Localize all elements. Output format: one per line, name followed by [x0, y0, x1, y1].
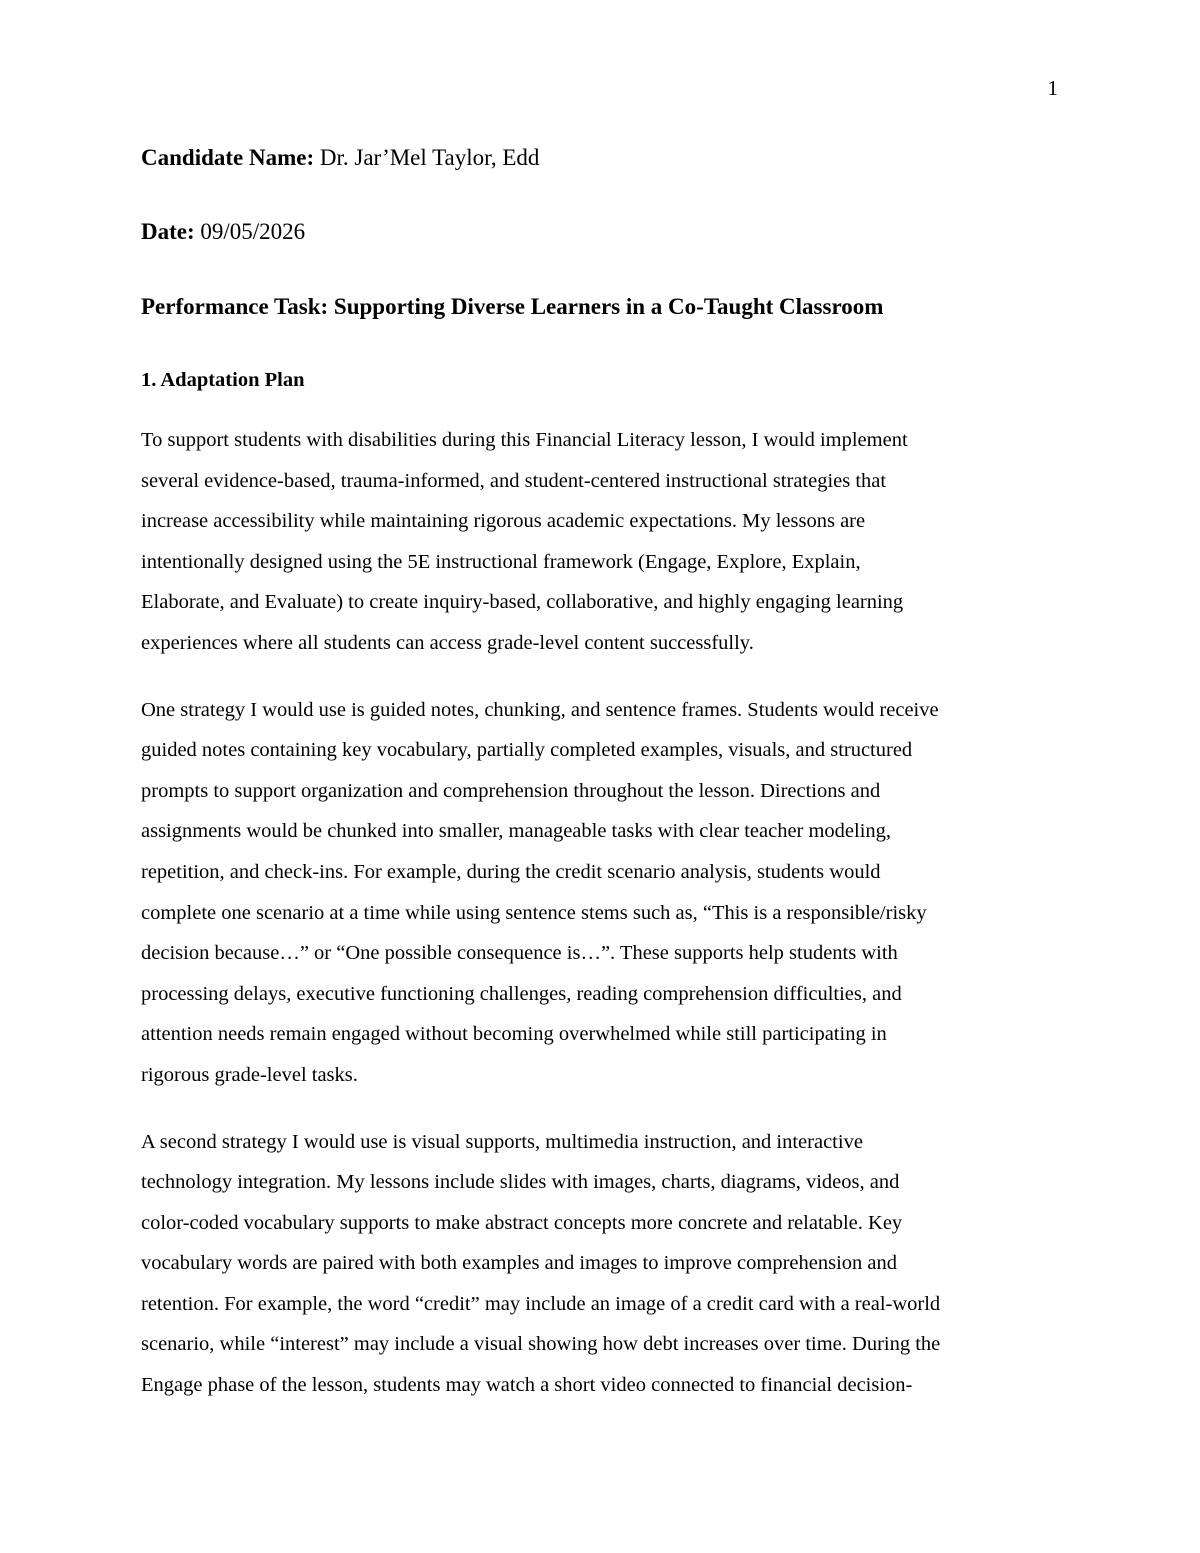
- paragraph-line: scenario, while “interest” may include a visual showing how debt increases over time. During the: [141, 1333, 941, 1356]
- paragraph-line: several evidence-based, trauma-informed, and student-centered instructional strategies that: [141, 469, 887, 492]
- candidate-name-value: Dr. Jar’Mel Taylor, Edd: [314, 145, 540, 170]
- paragraph-line: decision because…” or “One possible consequence is…”. These supports help students with: [141, 942, 898, 965]
- date-line: [141, 216, 1066, 248]
- paragraph-line: To support students with disabilities during this Financial Literacy lesson, I would implement: [141, 429, 908, 451]
- section-heading-adaptation-plan: 1. Adaptation Plan: [141, 369, 305, 391]
- page-number: 1: [1047, 76, 1058, 100]
- paragraph-line: experiences where all students can access grade-level content successfully.: [141, 631, 754, 654]
- paragraph-line: A second strategy I would use is visual supports, multimedia instruction, and interactive: [141, 1130, 863, 1153]
- paragraph-strategy-one: [141, 690, 1066, 1096]
- paragraph-line: increase accessibility while maintaining rigorous academic expectations. My lessons are: [141, 510, 866, 533]
- paragraph-line: intentionally designed using the 5E instructional framework (Engage, Explore, Explain,: [141, 550, 861, 573]
- candidate-name-label: Candidate Name:: [141, 145, 315, 170]
- paragraph-line: technology integration. My lessons include slides with images, charts, diagrams, videos, and: [141, 1171, 900, 1194]
- candidate-name-line: [141, 142, 1066, 174]
- date-label: Date:: [141, 219, 195, 244]
- paragraph-line: color-coded vocabulary supports to make abstract concepts more concrete and relatable. Key: [141, 1211, 903, 1234]
- paragraph-line: rigorous grade-level tasks.: [141, 1063, 358, 1086]
- paragraph-line: Elaborate, and Evaluate) to create inquiry-based, collaborative, and highly engaging learning: [141, 591, 904, 614]
- paragraph-line: One strategy I would use is guided notes, chunking, and sentence frames. Students would receive: [141, 698, 939, 721]
- paragraph-line: complete one scenario at a time while using sentence stems such as, “This is a responsible/risky: [141, 901, 927, 924]
- paragraph-line: guided notes containing key vocabulary, partially completed examples, visuals, and structured: [141, 739, 913, 762]
- paragraph-line: attention needs remain engaged without becoming overwhelmed while still participating in: [141, 1023, 887, 1046]
- paragraph-line: processing delays, executive functioning challenges, reading comprehension difficulties, and: [141, 982, 902, 1005]
- paragraph-line: retention. For example, the word “credit” may include an image of a credit card with a real-world: [141, 1292, 941, 1315]
- date-value: 09/05/2026: [194, 219, 306, 244]
- paragraph-line: assignments would be chunked into smaller, manageable tasks with clear teacher modeling,: [141, 820, 892, 843]
- paragraph-line: vocabulary words are paired with both examples and images to improve comprehension and: [141, 1252, 897, 1275]
- paragraph-line: prompts to support organization and comprehension throughout the lesson. Directions and: [141, 779, 881, 802]
- document-body: [141, 142, 1066, 1406]
- paragraph-intro: [141, 420, 1066, 664]
- document-title: Performance Task: Supporting Diverse Learners in a Co-Taught Classroom: [141, 294, 884, 319]
- paragraph-strategy-two: [141, 1122, 1066, 1406]
- paragraph-line: repetition, and check-ins. For example, during the credit scenario analysis, students would: [141, 860, 881, 883]
- paragraph-line: Engage phase of the lesson, students may watch a short video connected to financial decision-: [141, 1374, 913, 1397]
